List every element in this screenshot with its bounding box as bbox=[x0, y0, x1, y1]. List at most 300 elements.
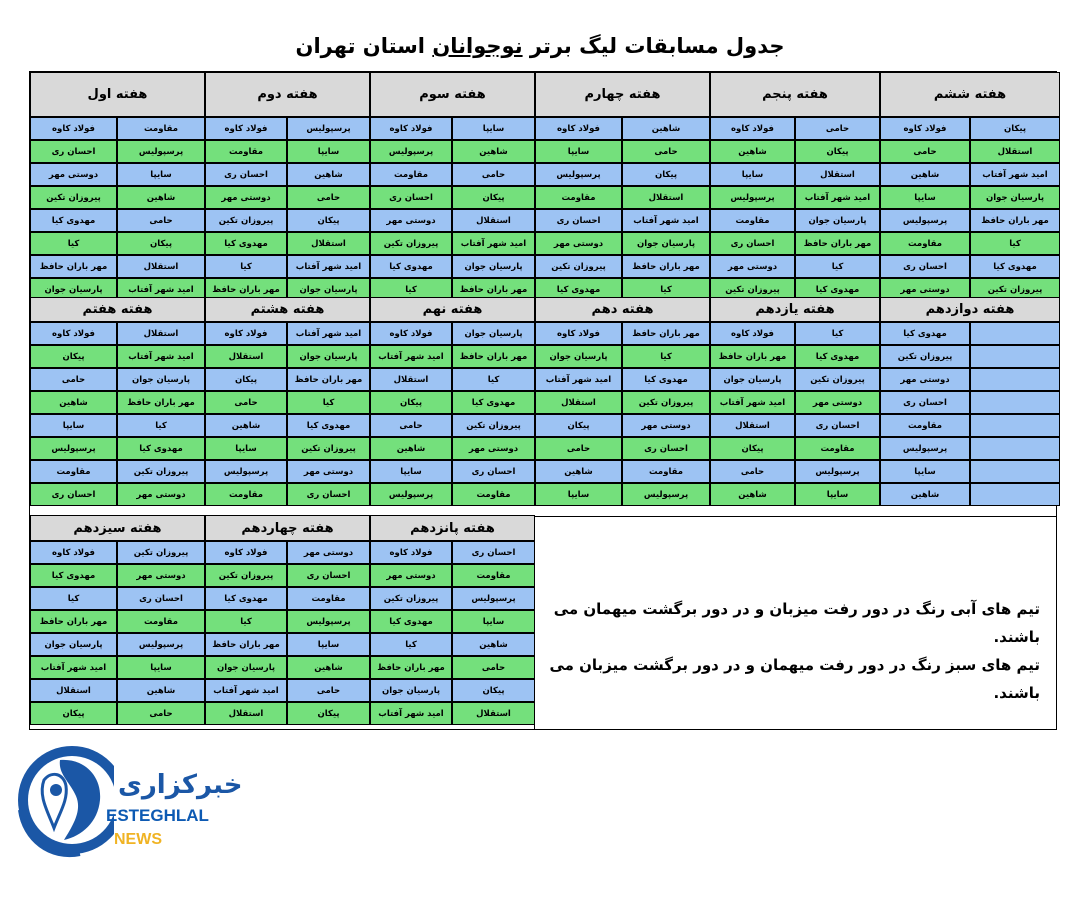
away-team-cell: فولاد کاوه bbox=[370, 541, 452, 564]
week-title: هفته چهاردهم bbox=[205, 515, 370, 541]
away-team-cell: پیروزان تکین bbox=[30, 186, 117, 209]
home-team-cell: کیا bbox=[970, 232, 1060, 255]
match-row bbox=[710, 345, 880, 368]
match-row bbox=[535, 414, 710, 437]
home-team-cell: احسان ری bbox=[452, 460, 535, 483]
away-team-cell: پیکان bbox=[30, 702, 117, 725]
away-team-cell: پیکان bbox=[535, 414, 622, 437]
match-row bbox=[370, 541, 535, 564]
home-team-cell: امید شهر آفتاب bbox=[287, 322, 370, 345]
away-team-cell: پیکان bbox=[205, 368, 287, 391]
match-row bbox=[710, 460, 880, 483]
home-team-cell: احسان ری bbox=[622, 437, 710, 460]
match-row bbox=[370, 656, 535, 679]
home-team-cell: سایپا bbox=[795, 483, 880, 506]
match-row bbox=[30, 391, 205, 414]
week-title: هفته هشتم bbox=[205, 297, 370, 322]
match-row bbox=[370, 610, 535, 633]
match-row bbox=[535, 391, 710, 414]
home-team-cell: مهدوی کیا bbox=[452, 391, 535, 414]
match-row bbox=[370, 633, 535, 656]
home-team-cell: شاهین bbox=[117, 679, 205, 702]
home-team-cell: احسان ری bbox=[795, 414, 880, 437]
away-team-cell: احسان ری bbox=[205, 163, 287, 186]
match-row bbox=[205, 437, 370, 460]
week-title: هفته پنجم bbox=[710, 72, 880, 117]
match-row bbox=[205, 414, 370, 437]
week-title: هفته پانزدهم bbox=[370, 515, 535, 541]
match-row bbox=[370, 702, 535, 725]
away-team-cell: مقاومت bbox=[880, 414, 970, 437]
match-row bbox=[710, 232, 880, 255]
home-team-cell: مهدوی کیا bbox=[795, 345, 880, 368]
away-team-cell: سایپا bbox=[205, 437, 287, 460]
home-team-cell: امید شهر آفتاب bbox=[622, 209, 710, 232]
away-team-cell: احسان ری bbox=[370, 186, 452, 209]
match-row bbox=[880, 391, 1060, 414]
away-team-cell: پیکان bbox=[370, 391, 452, 414]
match-row bbox=[205, 345, 370, 368]
home-team-cell: پیروزان تکین bbox=[795, 368, 880, 391]
away-team-cell: احسان ری bbox=[880, 255, 970, 278]
match-row bbox=[370, 255, 535, 278]
match-row bbox=[30, 702, 205, 725]
away-team-cell: حامی bbox=[535, 437, 622, 460]
away-team-cell: کیا bbox=[370, 633, 452, 656]
home-team-cell: استقلال bbox=[795, 163, 880, 186]
away-team-cell: فولاد کاوه bbox=[30, 117, 117, 140]
match-row bbox=[205, 391, 370, 414]
away-team-cell: کیا bbox=[30, 587, 117, 610]
home-team-cell: پارسیان جوان bbox=[622, 232, 710, 255]
match-row bbox=[205, 117, 370, 140]
match-row bbox=[880, 232, 1060, 255]
away-team-cell: حامی bbox=[30, 368, 117, 391]
home-team-cell: مهر باران حافظ bbox=[622, 322, 710, 345]
away-team-cell: احسان ری bbox=[535, 209, 622, 232]
away-team-cell: کیا bbox=[370, 278, 452, 301]
home-team-cell: دوستی مهر bbox=[117, 564, 205, 587]
match-row bbox=[30, 209, 205, 232]
away-team-cell: مقاومت bbox=[30, 460, 117, 483]
away-team-cell: شاهین bbox=[535, 460, 622, 483]
away-team-cell: مهدوی کیا bbox=[205, 232, 287, 255]
home-team-cell: شاهین bbox=[117, 186, 205, 209]
match-row bbox=[880, 117, 1060, 140]
match-row bbox=[370, 414, 535, 437]
home-team-cell: حامی bbox=[117, 209, 205, 232]
home-team-cell: کیا bbox=[795, 322, 880, 345]
match-row bbox=[30, 186, 205, 209]
home-team-cell: کیا bbox=[117, 414, 205, 437]
away-team-cell: مقاومت bbox=[370, 163, 452, 186]
match-row bbox=[370, 437, 535, 460]
esteghlal-news-logo bbox=[14, 740, 243, 870]
home-team-cell: احسان ری bbox=[117, 587, 205, 610]
match-row bbox=[370, 368, 535, 391]
home-team-cell: پیکان bbox=[452, 679, 535, 702]
home-team-cell: پارسیان جوان bbox=[970, 186, 1060, 209]
home-team-cell: پیکان bbox=[287, 702, 370, 725]
away-team-cell: مهدوی کیا bbox=[370, 255, 452, 278]
away-team-cell: پیروزان تکین bbox=[370, 587, 452, 610]
away-team-cell: پرسپولیس bbox=[710, 186, 795, 209]
title-prefix: جدول مسابقات لیگ برتر bbox=[529, 34, 785, 58]
home-team-cell: حامی bbox=[117, 702, 205, 725]
legend-green-note: تیم های سبز رنگ در دور رفت میهمان و در دور برگشت میزبان می باشند. bbox=[549, 656, 1040, 702]
match-row bbox=[30, 117, 205, 140]
match-row bbox=[710, 163, 880, 186]
match-row bbox=[205, 163, 370, 186]
home-team-cell: پیروزان تکین bbox=[452, 414, 535, 437]
away-team-cell: شاهین bbox=[205, 414, 287, 437]
away-team-cell: پرسپولیس bbox=[535, 163, 622, 186]
match-row bbox=[535, 140, 710, 163]
away-team-cell: فولاد کاوه bbox=[535, 322, 622, 345]
match-row bbox=[880, 345, 1060, 368]
away-team-cell: استقلال bbox=[710, 414, 795, 437]
away-team-cell: مهدوی کیا bbox=[535, 278, 622, 301]
away-team-cell: فولاد کاوه bbox=[205, 322, 287, 345]
away-team-cell: شاهین bbox=[710, 483, 795, 506]
home-team-cell: پیکان bbox=[287, 209, 370, 232]
match-row bbox=[30, 163, 205, 186]
match-row bbox=[205, 322, 370, 345]
week-title: هفته سیزدهم bbox=[30, 515, 205, 541]
home-team-cell: سایپا bbox=[287, 140, 370, 163]
match-row bbox=[370, 564, 535, 587]
away-team-cell: پیروزان تکین bbox=[710, 278, 795, 301]
away-team-cell: مهدوی کیا bbox=[30, 564, 117, 587]
match-row bbox=[30, 368, 205, 391]
away-team-cell: فولاد کاوه bbox=[370, 117, 452, 140]
match-row bbox=[535, 368, 710, 391]
page-title bbox=[0, 34, 1080, 58]
home-team-cell: پارسیان جوان bbox=[117, 368, 205, 391]
away-team-cell: دوستی مهر bbox=[370, 564, 452, 587]
match-row bbox=[30, 587, 205, 610]
away-team-cell: دوستی مهر bbox=[30, 163, 117, 186]
away-team-cell: کیا bbox=[205, 255, 287, 278]
away-team-cell: دوستی مهر bbox=[880, 278, 970, 301]
away-team-cell: مهدوی کیا bbox=[880, 322, 970, 345]
week-title: هفته دوم bbox=[205, 72, 370, 117]
home-team-cell: پرسپولیس bbox=[452, 587, 535, 610]
home-team-cell: دوستی مهر bbox=[622, 414, 710, 437]
home-team-cell: پیکان bbox=[795, 140, 880, 163]
match-row bbox=[30, 345, 205, 368]
away-team-cell: پیروزان تکین bbox=[535, 255, 622, 278]
match-row bbox=[710, 186, 880, 209]
home-team-cell: امید شهر آفتاب bbox=[287, 255, 370, 278]
match-row bbox=[710, 483, 880, 506]
home-team-cell: امید شهر آفتاب bbox=[117, 345, 205, 368]
away-team-cell: امید شهر آفتاب bbox=[535, 368, 622, 391]
match-row bbox=[370, 391, 535, 414]
match-row bbox=[880, 322, 1060, 345]
match-row bbox=[30, 414, 205, 437]
home-team-cell: مهدوی کیا bbox=[622, 368, 710, 391]
away-team-cell: امید شهر آفتاب bbox=[205, 679, 287, 702]
home-team-cell: سایپا bbox=[452, 117, 535, 140]
home-team-cell: پرسپولیس bbox=[287, 610, 370, 633]
match-row bbox=[535, 255, 710, 278]
away-team-cell: فولاد کاوه bbox=[30, 322, 117, 345]
home-team-cell: کیا bbox=[795, 255, 880, 278]
match-row bbox=[710, 414, 880, 437]
match-row bbox=[880, 460, 1060, 483]
week-title: هفته چهارم bbox=[535, 72, 710, 117]
away-team-cell: مقاومت bbox=[205, 483, 287, 506]
away-team-cell: استقلال bbox=[30, 679, 117, 702]
home-team-cell: استقلال bbox=[622, 186, 710, 209]
match-row bbox=[370, 345, 535, 368]
away-team-cell: مهر باران حافظ bbox=[205, 633, 287, 656]
away-team-cell: شاهین bbox=[710, 140, 795, 163]
away-team-cell: سایپا bbox=[370, 460, 452, 483]
match-row bbox=[535, 117, 710, 140]
home-team-cell: مهر باران حافظ bbox=[452, 278, 535, 301]
home-team-cell: سایپا bbox=[117, 163, 205, 186]
home-team-cell: شاهین bbox=[622, 117, 710, 140]
match-row bbox=[880, 140, 1060, 163]
match-row bbox=[205, 656, 370, 679]
away-team-cell: احسان ری bbox=[880, 391, 970, 414]
match-row bbox=[30, 679, 205, 702]
away-team-cell: شاهین bbox=[880, 163, 970, 186]
match-row bbox=[880, 209, 1060, 232]
match-row bbox=[205, 140, 370, 163]
away-team-cell: حامی bbox=[710, 460, 795, 483]
home-team-cell: استقلال bbox=[287, 232, 370, 255]
home-team-cell bbox=[970, 460, 1060, 483]
away-team-cell: مهر باران حافظ bbox=[30, 610, 117, 633]
match-row bbox=[880, 255, 1060, 278]
home-team-cell bbox=[970, 368, 1060, 391]
title-underlined: نوجوانان bbox=[432, 34, 523, 58]
away-team-cell: پیروزان تکین bbox=[370, 232, 452, 255]
home-team-cell: پرسپولیس bbox=[117, 633, 205, 656]
away-team-cell: کیا bbox=[205, 610, 287, 633]
match-row bbox=[880, 163, 1060, 186]
home-team-cell: حامی bbox=[287, 186, 370, 209]
away-team-cell: پارسیان جوان bbox=[535, 345, 622, 368]
home-team-cell: پرسپولیس bbox=[795, 460, 880, 483]
away-team-cell: پرسپولیس bbox=[880, 209, 970, 232]
home-team-cell: استقلال bbox=[117, 322, 205, 345]
match-row bbox=[535, 483, 710, 506]
away-team-cell: دوستی مهر bbox=[535, 232, 622, 255]
home-team-cell bbox=[970, 322, 1060, 345]
away-team-cell: مقاومت bbox=[205, 140, 287, 163]
match-row bbox=[370, 117, 535, 140]
match-row bbox=[30, 255, 205, 278]
away-team-cell: دوستی مهر bbox=[880, 368, 970, 391]
week-title: هفته اول bbox=[30, 72, 205, 117]
week-title: هفته نهم bbox=[370, 297, 535, 322]
home-team-cell: حامی bbox=[452, 656, 535, 679]
match-row bbox=[205, 460, 370, 483]
home-team-cell: دوستی مهر bbox=[795, 391, 880, 414]
logo-esteghlal-text: ESTEGHLAL bbox=[106, 806, 209, 825]
home-team-cell: دوستی مهر bbox=[287, 541, 370, 564]
home-team-cell: احسان ری bbox=[287, 483, 370, 506]
away-team-cell: فولاد کاوه bbox=[710, 322, 795, 345]
away-team-cell: فولاد کاوه bbox=[710, 117, 795, 140]
home-team-cell: امید شهر آفتاب bbox=[452, 232, 535, 255]
away-team-cell: مقاومت bbox=[710, 209, 795, 232]
home-team-cell: کیا bbox=[287, 391, 370, 414]
home-team-cell: شاهین bbox=[287, 656, 370, 679]
match-row bbox=[710, 391, 880, 414]
match-row bbox=[370, 587, 535, 610]
home-team-cell: مهدوی کیا bbox=[117, 437, 205, 460]
away-team-cell: پرسپولیس bbox=[205, 460, 287, 483]
away-team-cell: پارسیان جوان bbox=[205, 656, 287, 679]
legend-text bbox=[535, 595, 1040, 707]
away-team-cell: مقاومت bbox=[535, 186, 622, 209]
match-row bbox=[880, 437, 1060, 460]
away-team-cell: احسان ری bbox=[30, 483, 117, 506]
away-team-cell: مقاومت bbox=[880, 232, 970, 255]
title-suffix: استان تهران bbox=[295, 34, 426, 58]
home-team-cell: مقاومت bbox=[452, 483, 535, 506]
home-team-cell: پیروزان تکین bbox=[970, 278, 1060, 301]
home-team-cell: مهدوی کیا bbox=[970, 255, 1060, 278]
home-team-cell: مقاومت bbox=[117, 610, 205, 633]
home-team-cell: مهر باران حافظ bbox=[795, 232, 880, 255]
home-team-cell: حامی bbox=[452, 163, 535, 186]
away-team-cell: سایپا bbox=[535, 483, 622, 506]
home-team-cell: دوستی مهر bbox=[117, 483, 205, 506]
away-team-cell: سایپا bbox=[710, 163, 795, 186]
home-team-cell: پرسپولیس bbox=[287, 117, 370, 140]
match-row bbox=[370, 186, 535, 209]
home-team-cell: کیا bbox=[622, 345, 710, 368]
away-team-cell: پرسپولیس bbox=[370, 140, 452, 163]
match-row bbox=[880, 483, 1060, 506]
logo-persian-text: خبرکزاری bbox=[118, 770, 243, 800]
away-team-cell: حامی bbox=[880, 140, 970, 163]
away-team-cell: دوستی مهر bbox=[710, 255, 795, 278]
home-team-cell: پیکان bbox=[452, 186, 535, 209]
match-row bbox=[370, 460, 535, 483]
away-team-cell: احسان ری bbox=[30, 140, 117, 163]
match-row bbox=[205, 368, 370, 391]
away-team-cell: فولاد کاوه bbox=[205, 541, 287, 564]
match-row bbox=[205, 633, 370, 656]
home-team-cell: استقلال bbox=[970, 140, 1060, 163]
away-team-cell: مهر باران حافظ bbox=[370, 656, 452, 679]
match-row bbox=[205, 483, 370, 506]
match-row bbox=[370, 163, 535, 186]
home-team-cell: شاهین bbox=[452, 633, 535, 656]
home-team-cell: مقاومت bbox=[622, 460, 710, 483]
match-row bbox=[370, 679, 535, 702]
match-row bbox=[205, 564, 370, 587]
match-row bbox=[205, 541, 370, 564]
home-team-cell: پیکان bbox=[970, 117, 1060, 140]
home-team-cell: مقاومت bbox=[795, 437, 880, 460]
home-team-cell: مهدوی کیا bbox=[795, 278, 880, 301]
away-team-cell: فولاد کاوه bbox=[205, 117, 287, 140]
match-row bbox=[535, 163, 710, 186]
away-team-cell: پرسپولیس bbox=[880, 437, 970, 460]
away-team-cell: استقلال bbox=[205, 702, 287, 725]
away-team-cell: شاهین bbox=[880, 483, 970, 506]
week-title: هفته هفتم bbox=[30, 297, 205, 322]
match-row bbox=[710, 255, 880, 278]
match-row bbox=[710, 368, 880, 391]
match-row bbox=[205, 255, 370, 278]
home-team-cell: پیروزان تکین bbox=[117, 460, 205, 483]
match-row bbox=[535, 232, 710, 255]
home-team-cell: مقاومت bbox=[287, 587, 370, 610]
match-row bbox=[710, 140, 880, 163]
home-team-cell: پیروزان تکین bbox=[117, 541, 205, 564]
match-row bbox=[880, 186, 1060, 209]
match-row bbox=[205, 209, 370, 232]
match-row bbox=[535, 322, 710, 345]
home-team-cell: شاهین bbox=[287, 163, 370, 186]
home-team-cell: دوستی مهر bbox=[287, 460, 370, 483]
away-team-cell: امید شهر آفتاب bbox=[370, 702, 452, 725]
home-team-cell: استقلال bbox=[117, 255, 205, 278]
match-row bbox=[205, 232, 370, 255]
away-team-cell: استقلال bbox=[205, 345, 287, 368]
legend-blue-note: تیم های آبی رنگ در دور رفت میزبان و در دور برگشت میهمان می باشند. bbox=[553, 600, 1040, 646]
match-row bbox=[205, 679, 370, 702]
match-row bbox=[535, 460, 710, 483]
away-team-cell: پرسپولیس bbox=[370, 483, 452, 506]
home-team-cell: شاهین bbox=[452, 140, 535, 163]
home-team-cell: امید شهر آفتاب bbox=[795, 186, 880, 209]
home-team-cell: پرسپولیس bbox=[117, 140, 205, 163]
away-team-cell: مهدوی کیا bbox=[30, 209, 117, 232]
home-team-cell: استقلال bbox=[452, 209, 535, 232]
away-team-cell: احسان ری bbox=[710, 232, 795, 255]
match-row bbox=[30, 656, 205, 679]
home-team-cell: پارسیان جوان bbox=[287, 345, 370, 368]
match-row bbox=[880, 368, 1060, 391]
home-team-cell bbox=[970, 345, 1060, 368]
away-team-cell: حامی bbox=[205, 391, 287, 414]
match-row bbox=[30, 437, 205, 460]
match-row bbox=[370, 209, 535, 232]
home-team-cell: حامی bbox=[795, 117, 880, 140]
week-title: هفته سوم bbox=[370, 72, 535, 117]
home-team-cell: پارسیان جوان bbox=[795, 209, 880, 232]
away-team-cell: پیکان bbox=[30, 345, 117, 368]
away-team-cell: پارسیان جوان bbox=[370, 679, 452, 702]
match-row bbox=[710, 437, 880, 460]
home-team-cell: حامی bbox=[287, 679, 370, 702]
match-row bbox=[535, 345, 710, 368]
away-team-cell: پیروزان تکین bbox=[205, 564, 287, 587]
home-team-cell: پارسیان جوان bbox=[287, 278, 370, 301]
match-row bbox=[710, 322, 880, 345]
away-team-cell: سایپا bbox=[535, 140, 622, 163]
away-team-cell: پارسیان جوان bbox=[30, 278, 117, 301]
home-team-cell: امید شهر آفتاب bbox=[970, 163, 1060, 186]
home-team-cell: مهدوی کیا bbox=[287, 414, 370, 437]
match-row bbox=[535, 209, 710, 232]
away-team-cell: پارسیان جوان bbox=[710, 368, 795, 391]
week-title: هفته دهم bbox=[535, 297, 710, 322]
away-team-cell: امید شهر آفتاب bbox=[370, 345, 452, 368]
away-team-cell: پیروزان تکین bbox=[205, 209, 287, 232]
away-team-cell: دوستی مهر bbox=[370, 209, 452, 232]
